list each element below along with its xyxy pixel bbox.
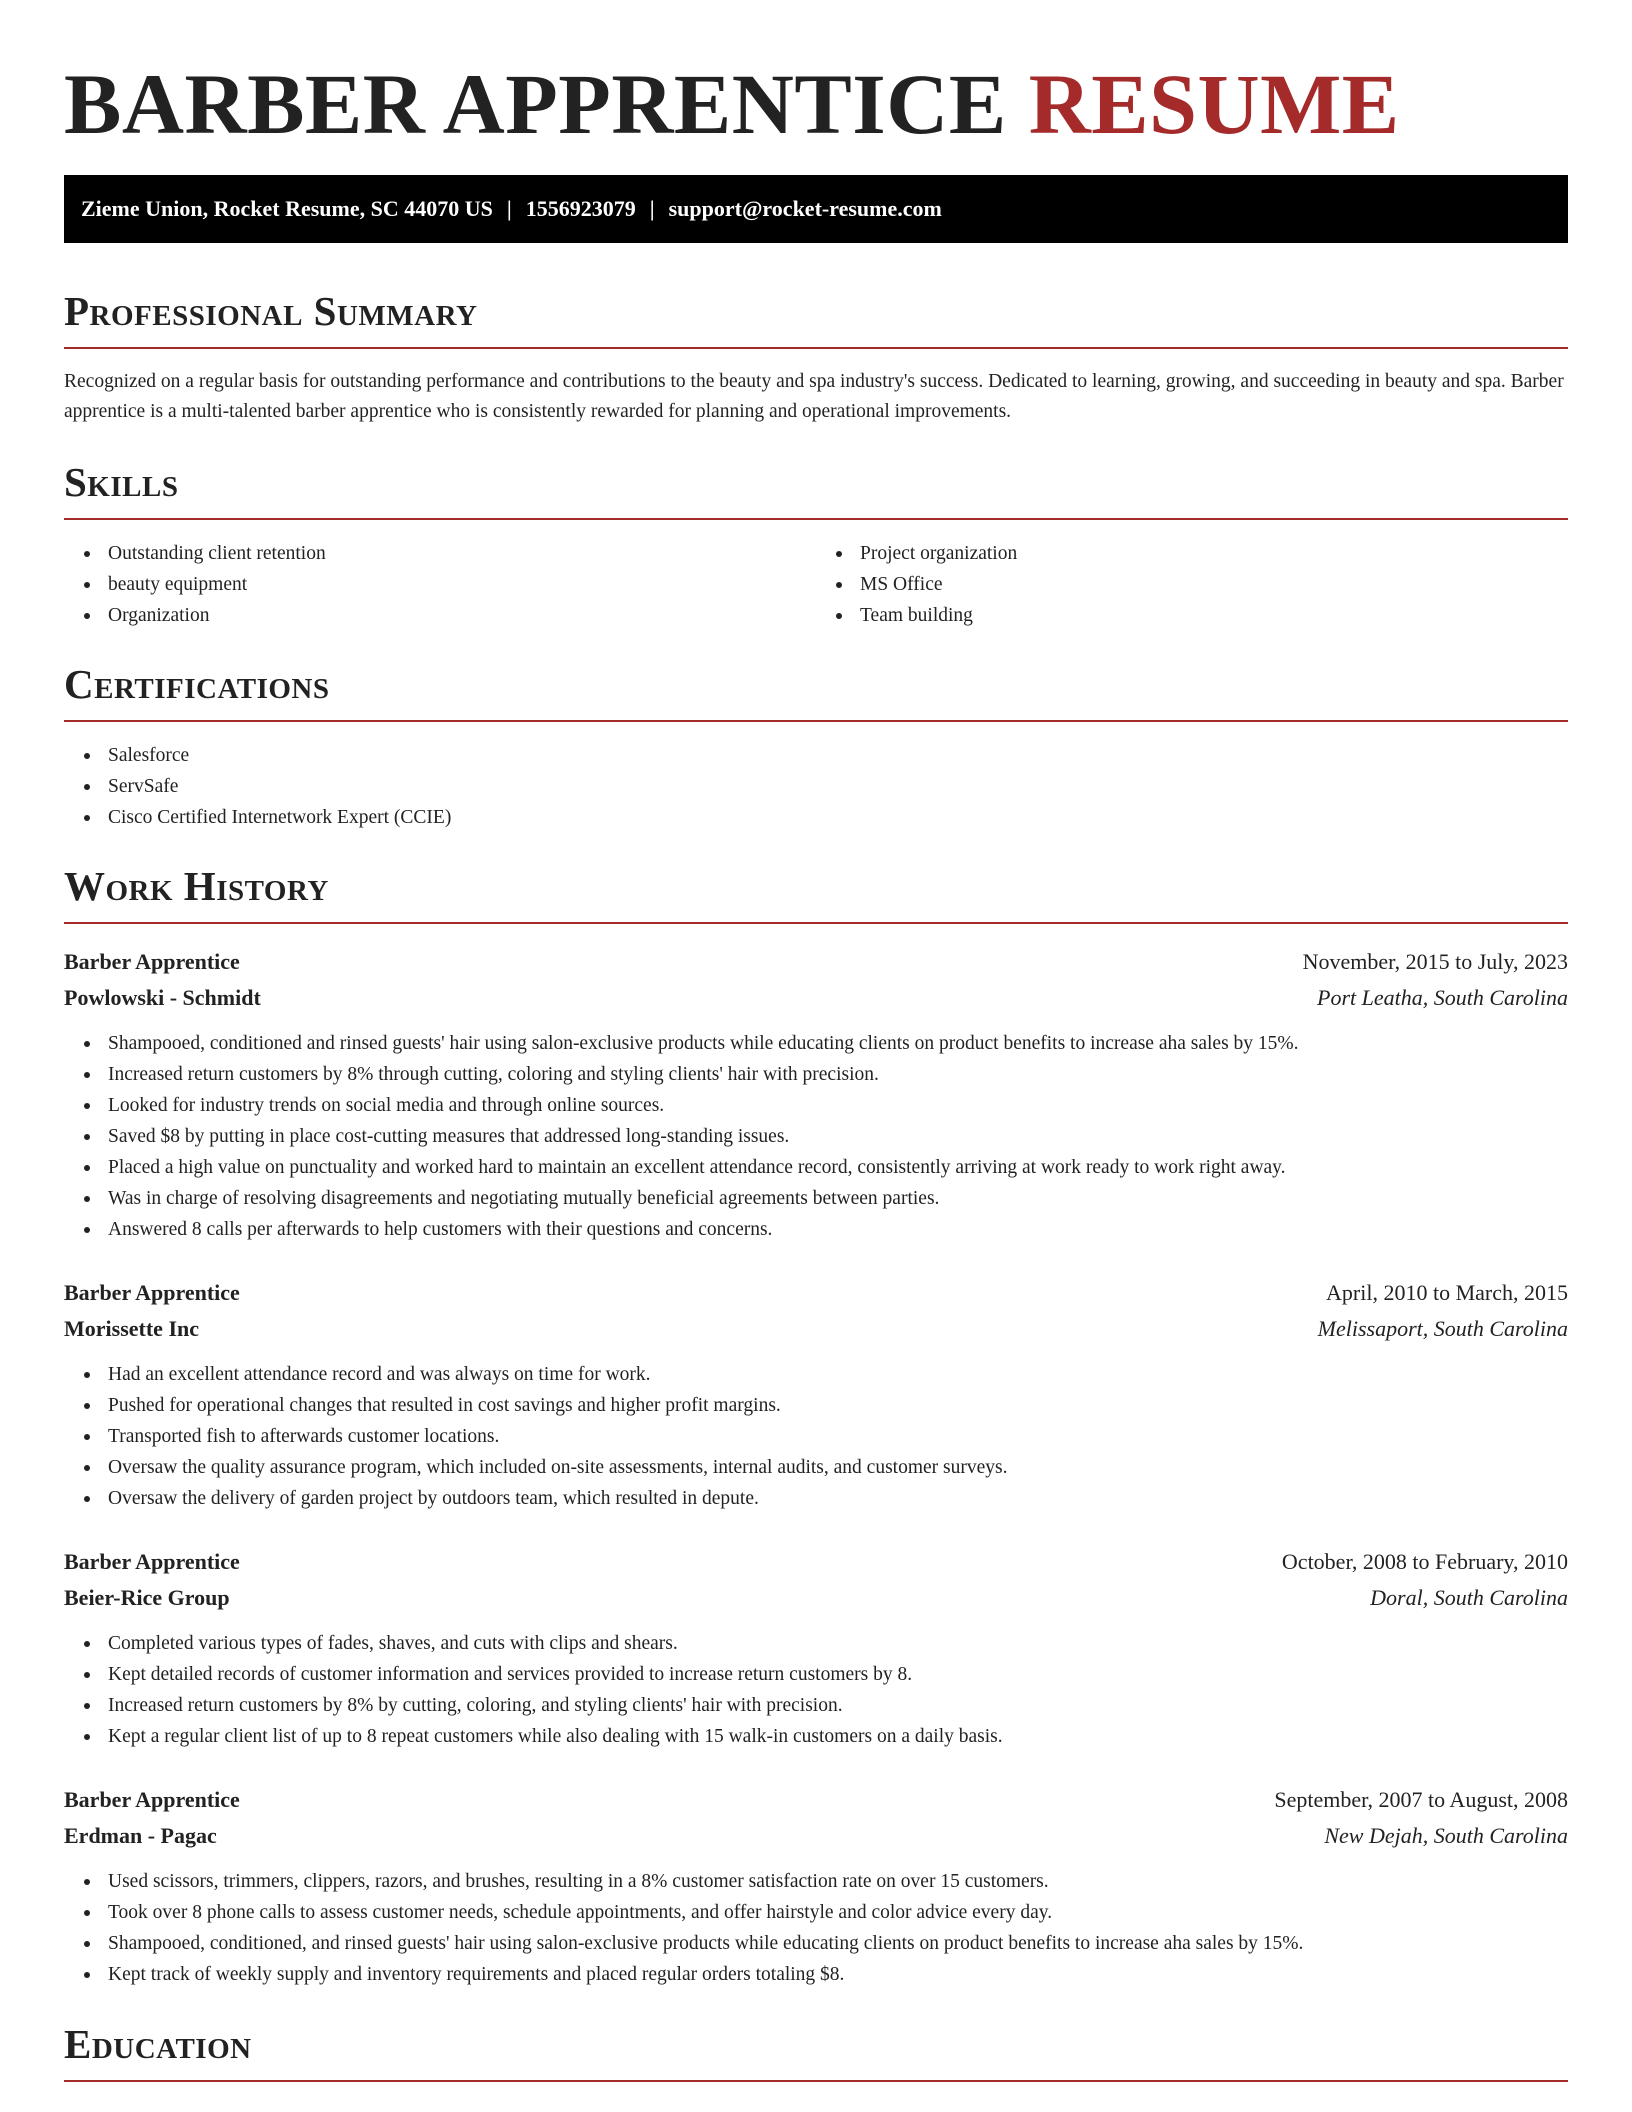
job-title: Barber Apprentice	[64, 1549, 240, 1574]
job-bullet: Used scissors, trimmers, clippers, razors, and brushes, resulting in a 8% customer satisfaction rate on over 15 customers.	[64, 1866, 1568, 1897]
job-bullets	[64, 1866, 1568, 1990]
job-company: Powlowski - Schmidt	[64, 985, 261, 1010]
job-header-row	[64, 1782, 1568, 1818]
certifications-list	[64, 740, 1568, 833]
job-dates: September, 2007 to August, 2008	[1274, 1787, 1568, 1812]
job-bullet: Kept a regular client list of up to 8 repeat customers while also dealing with 15 walk-in customers on a daily basis.	[64, 1721, 1568, 1752]
resume-title	[64, 0, 1568, 154]
skills-list-right	[816, 538, 1568, 631]
job-company-row	[64, 1580, 1568, 1616]
job-bullet: Increased return customers by 8% by cutting, coloring, and styling clients' hair with precision.	[64, 1690, 1568, 1721]
job-location: New Dejah, South Carolina	[1324, 1823, 1568, 1848]
job-dates: October, 2008 to February, 2010	[1281, 1549, 1568, 1574]
job-bullets	[64, 1028, 1568, 1245]
job-bullet: Kept detailed records of customer information and services provided to increase return customers by 8.	[64, 1659, 1568, 1690]
job-location: Melissaport, South Carolina	[1317, 1316, 1568, 1341]
job-entry	[64, 1782, 1568, 1990]
job-bullet: Oversaw the delivery of garden project by outdoors team, which resulted in depute.	[64, 1483, 1568, 1514]
job-bullet: Placed a high value on punctuality and worked hard to maintain an excellent attendance record, consistently arriving at work ready to work right away.	[64, 1152, 1568, 1183]
job-bullet: Shampooed, conditioned and rinsed guests' hair using salon-exclusive products while educating clients on product benefits to increase aha sales by 15%.	[64, 1028, 1568, 1059]
job-company-row	[64, 980, 1568, 1016]
summary-text: Recognized on a regular basis for outstanding performance and contributions to the beauty and spa industry's success. Dedicated to learning, growing, and succeeding in beauty and spa. Barber apprentice is a multi-talented barber apprentice who is consistently rewarded for planning and operational improvements.	[64, 371, 1564, 422]
contact-bar	[64, 175, 1568, 243]
job-title: Barber Apprentice	[64, 1787, 240, 1812]
skill-item: Project organization	[816, 538, 1568, 569]
title-accent: RESUME	[1028, 56, 1400, 152]
job-dates: November, 2015 to July, 2023	[1302, 949, 1568, 974]
job-bullet: Completed various types of fades, shaves, and cuts with clips and shears.	[64, 1628, 1568, 1659]
job-bullet: Saved $8 by putting in place cost-cutting measures that addressed long-standing issues.	[64, 1121, 1568, 1152]
job-company: Erdman - Pagac	[64, 1823, 217, 1848]
job-header-row	[64, 1544, 1568, 1580]
job-bullet: Pushed for operational changes that resulted in cost savings and higher profit margins.	[64, 1390, 1568, 1421]
job-entry	[64, 944, 1568, 1245]
section-divider	[64, 2080, 1568, 2082]
contact-phone[interactable]: 1556923079	[525, 196, 636, 221]
certification-item: ServSafe	[64, 771, 1568, 802]
job-bullet: Took over 8 phone calls to assess customer needs, schedule appointments, and offer hairstyle and color advice every day.	[64, 1897, 1568, 1928]
job-bullet: Transported fish to afterwards customer locations.	[64, 1421, 1568, 1452]
job-company-row	[64, 1818, 1568, 1854]
contact-email[interactable]: support@rocket-resume.com	[668, 196, 942, 221]
skill-item: Organization	[64, 600, 816, 631]
section-heading-skills: Skills	[64, 459, 179, 505]
job-bullet: Answered 8 calls per afterwards to help customers with their questions and concerns.	[64, 1214, 1568, 1245]
skill-item: beauty equipment	[64, 569, 816, 600]
job-title: Barber Apprentice	[64, 1280, 240, 1305]
job-header-row	[64, 1275, 1568, 1311]
job-bullet: Oversaw the quality assurance program, which included on-site assessments, internal audits, and customer surveys.	[64, 1452, 1568, 1483]
job-company: Beier-Rice Group	[64, 1585, 230, 1610]
section-divider	[64, 922, 1568, 924]
contact-separator: |	[649, 196, 655, 221]
certification-item: Salesforce	[64, 740, 1568, 771]
section-heading-work-history: Work History	[64, 863, 329, 909]
skill-item: Team building	[816, 600, 1568, 631]
skills-columns	[64, 538, 1568, 631]
skills-list-left	[64, 538, 816, 631]
section-divider	[64, 518, 1568, 520]
job-bullet: Had an excellent attendance record and was always on time for work.	[64, 1359, 1568, 1390]
job-bullet: Kept track of weekly supply and inventory requirements and placed regular orders totaling $8.	[64, 1959, 1568, 1990]
contact-address: Zieme Union, Rocket Resume, SC 44070 US	[81, 196, 493, 221]
section-divider	[64, 347, 1568, 349]
job-dates: April, 2010 to March, 2015	[1326, 1280, 1568, 1305]
job-company: Morissette Inc	[64, 1316, 200, 1341]
job-location: Port Leatha, South Carolina	[1317, 985, 1568, 1010]
job-header-row	[64, 944, 1568, 980]
job-bullets	[64, 1628, 1568, 1752]
job-entry	[64, 1275, 1568, 1514]
section-heading-education: Education	[64, 2021, 252, 2067]
job-bullets	[64, 1359, 1568, 1514]
job-location: Doral, South Carolina	[1370, 1585, 1568, 1610]
job-entry	[64, 1544, 1568, 1752]
job-company-row	[64, 1311, 1568, 1347]
contact-separator: |	[506, 196, 512, 221]
title-main: BARBER APPRENTICE	[64, 56, 1007, 152]
skill-item: Outstanding client retention	[64, 538, 816, 569]
job-bullet: Shampooed, conditioned, and rinsed guests' hair using salon-exclusive products while educating clients on product benefits to increase aha sales by 15%.	[64, 1928, 1568, 1959]
job-bullet: Looked for industry trends on social media and through online sources.	[64, 1090, 1568, 1121]
job-bullet: Increased return customers by 8% through cutting, coloring and styling clients' hair with precision.	[64, 1059, 1568, 1090]
job-bullet: Was in charge of resolving disagreements and negotiating mutually beneficial agreements between parties.	[64, 1183, 1568, 1214]
section-heading-certifications: Certifications	[64, 661, 330, 707]
job-title: Barber Apprentice	[64, 949, 240, 974]
section-heading-summary: Professional Summary	[64, 288, 478, 334]
skill-item: MS Office	[816, 569, 1568, 600]
section-divider	[64, 720, 1568, 722]
certification-item: Cisco Certified Internetwork Expert (CCIE)	[64, 802, 1568, 833]
